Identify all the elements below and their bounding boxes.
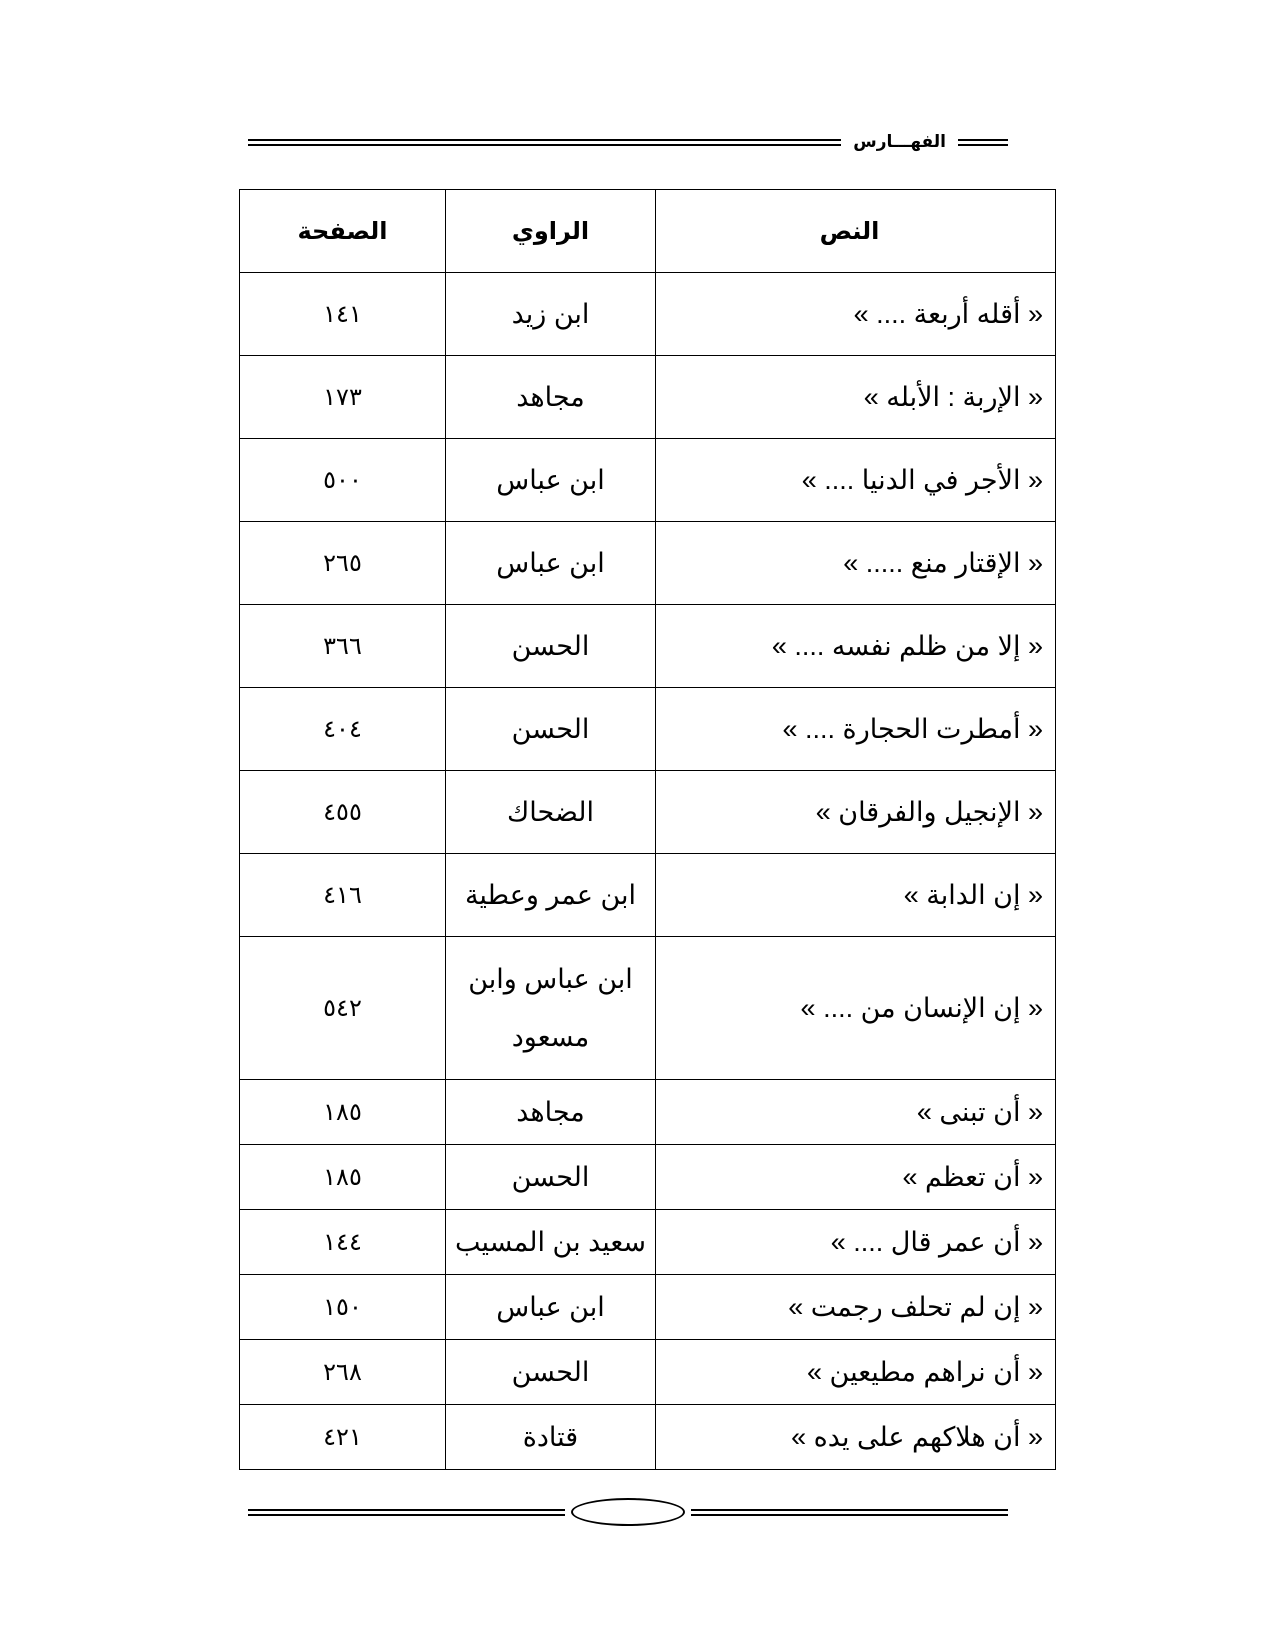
row-text: « إلا من ظلم نفسه .... » bbox=[656, 605, 1056, 688]
page-footer bbox=[248, 1497, 1008, 1527]
row-page: ١٥٠ bbox=[240, 1275, 446, 1340]
row-page: ١٧٣ bbox=[240, 356, 446, 439]
row-narrator: ابن عباس وابن مسعود bbox=[446, 937, 656, 1080]
row-page: ٤٢١ bbox=[240, 1405, 446, 1470]
table-row bbox=[240, 854, 1056, 937]
row-text: « أقله أربعة .... » bbox=[656, 273, 1056, 356]
row-page: ٥٠٠ bbox=[240, 439, 446, 522]
row-text: « الأجر في الدنيا .... » bbox=[656, 439, 1056, 522]
row-narrator: الحسن bbox=[446, 1340, 656, 1405]
row-narrator: الحسن bbox=[446, 1145, 656, 1210]
row-narrator: سعيد بن المسيب bbox=[446, 1210, 656, 1275]
table-row bbox=[240, 1340, 1056, 1405]
row-narrator: مجاهد bbox=[446, 356, 656, 439]
row-narrator: الضحاك bbox=[446, 771, 656, 854]
row-narrator: الحسن bbox=[446, 605, 656, 688]
table-row bbox=[240, 688, 1056, 771]
row-page: ٤١٦ bbox=[240, 854, 446, 937]
column-header-page: الصفحة bbox=[240, 190, 446, 273]
row-text: « إن لم تحلف رجمت » bbox=[656, 1275, 1056, 1340]
table-row bbox=[240, 605, 1056, 688]
footer-rule-right bbox=[691, 1509, 1008, 1516]
header-title: الفهـــارس bbox=[853, 132, 946, 152]
header-rule-left bbox=[248, 139, 841, 146]
column-header-text: النص bbox=[656, 190, 1056, 273]
table-row bbox=[240, 1145, 1056, 1210]
row-text: « أمطرت الحجارة .... » bbox=[656, 688, 1056, 771]
row-narrator: ابن عباس bbox=[446, 439, 656, 522]
row-narrator: مجاهد bbox=[446, 1080, 656, 1145]
table-row bbox=[240, 273, 1056, 356]
row-page: ٢٦٥ bbox=[240, 522, 446, 605]
row-page: ٥٤٢ bbox=[240, 937, 446, 1080]
table-row bbox=[240, 937, 1056, 1080]
row-narrator: ابن عمر وعطية bbox=[446, 854, 656, 937]
row-narrator: ابن عباس bbox=[446, 1275, 656, 1340]
row-page: ١٨٥ bbox=[240, 1145, 446, 1210]
table-header-row bbox=[240, 190, 1056, 273]
row-page: ٤٥٥ bbox=[240, 771, 446, 854]
page-number-oval bbox=[571, 1498, 685, 1526]
table-row bbox=[240, 771, 1056, 854]
footer-rule-left bbox=[248, 1509, 565, 1516]
row-text: « أن تبنى » bbox=[656, 1080, 1056, 1145]
table-row bbox=[240, 439, 1056, 522]
table-row bbox=[240, 1210, 1056, 1275]
table-row bbox=[240, 1405, 1056, 1470]
row-text: « الإقتار منع ..... » bbox=[656, 522, 1056, 605]
row-page: ١٤٤ bbox=[240, 1210, 446, 1275]
row-text: « الإربة : الأبله » bbox=[656, 356, 1056, 439]
header-rule-right bbox=[958, 139, 1008, 146]
table-row bbox=[240, 1275, 1056, 1340]
row-narrator: ابن عباس bbox=[446, 522, 656, 605]
row-text: « أن تعظم » bbox=[656, 1145, 1056, 1210]
row-narrator: ابن زيد bbox=[446, 273, 656, 356]
row-text: « أن نراهم مطيعين » bbox=[656, 1340, 1056, 1405]
table-row bbox=[240, 356, 1056, 439]
row-narrator: الحسن bbox=[446, 688, 656, 771]
column-header-narrator: الراوي bbox=[446, 190, 656, 273]
row-text: « إن الدابة » bbox=[656, 854, 1056, 937]
row-page: ٣٦٦ bbox=[240, 605, 446, 688]
row-text: « الإنجيل والفرقان » bbox=[656, 771, 1056, 854]
index-table bbox=[239, 189, 1056, 1470]
table-row bbox=[240, 522, 1056, 605]
row-page: ٤٠٤ bbox=[240, 688, 446, 771]
page-header bbox=[248, 130, 1008, 154]
row-text: « إن الإنسان من .... » bbox=[656, 937, 1056, 1080]
row-narrator: قتادة bbox=[446, 1405, 656, 1470]
row-page: ١٨٥ bbox=[240, 1080, 446, 1145]
table-row bbox=[240, 1080, 1056, 1145]
row-text: « أن هلاكهم على يده » bbox=[656, 1405, 1056, 1470]
row-page: ٢٦٨ bbox=[240, 1340, 446, 1405]
row-page: ١٤١ bbox=[240, 273, 446, 356]
row-text: « أن عمر قال .... » bbox=[656, 1210, 1056, 1275]
